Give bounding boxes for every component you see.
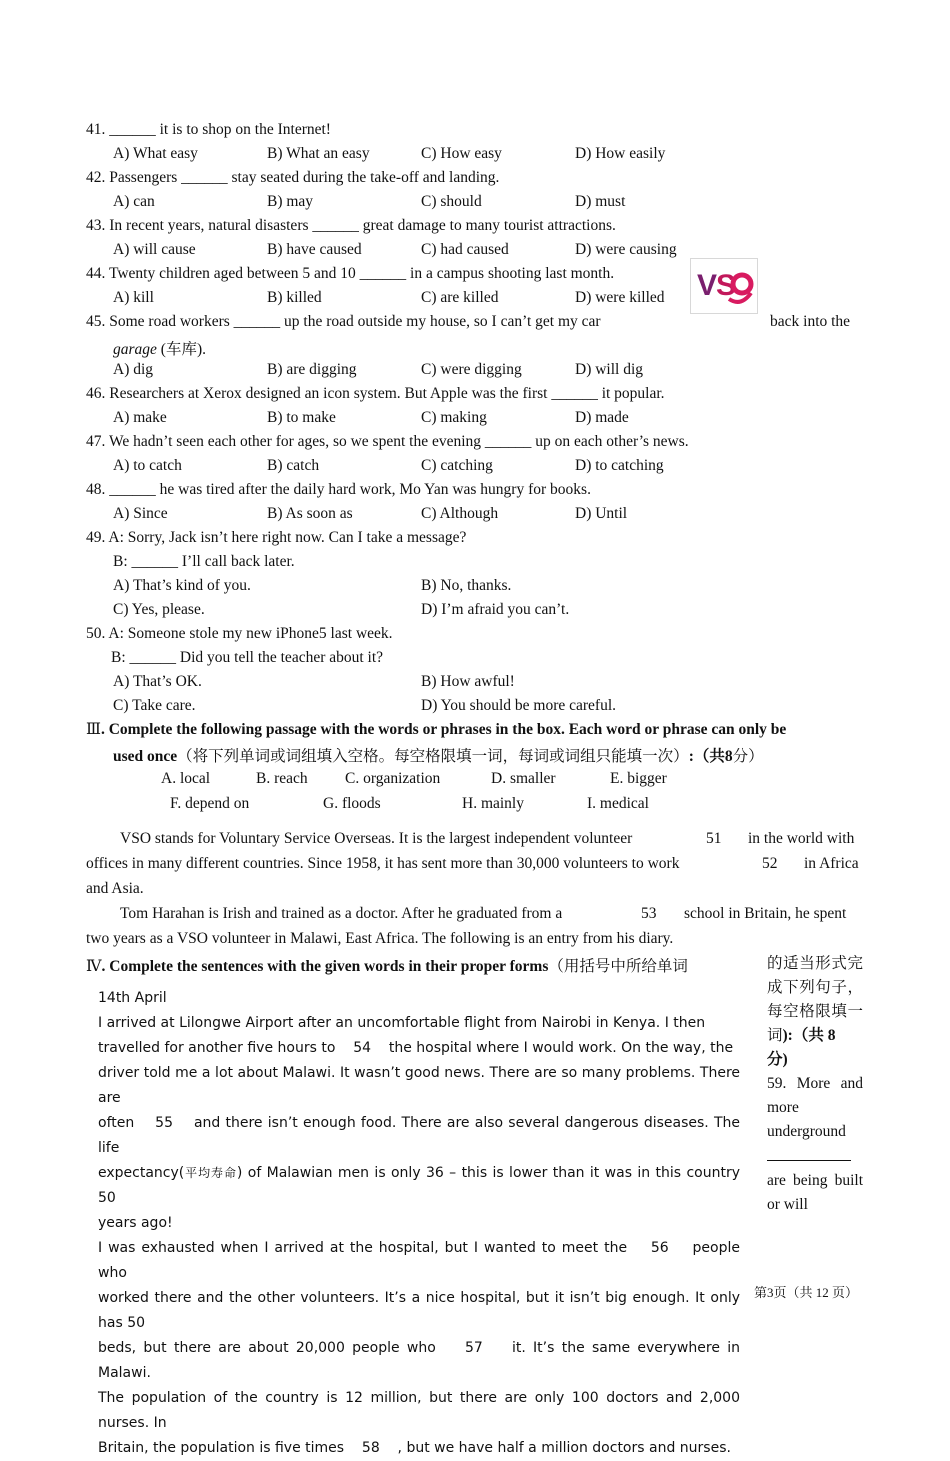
q43-option-b: B) have caused: [267, 241, 362, 258]
q41-option-c: C) How easy: [421, 145, 502, 162]
q46-option-c: C) making: [421, 409, 487, 426]
q50-option-d: D) You should be more careful.: [421, 697, 617, 714]
passage-line-2a: offices in many different countries. Since 1958, it has sent more than 30,000 volunteers to work: [86, 855, 680, 872]
garage-cn: (车库).: [160, 341, 206, 358]
word-box-i: I. medical: [587, 795, 649, 812]
section-4-points: 8: [827, 1027, 836, 1044]
section-3-points: 8: [724, 748, 733, 765]
q48-option-d: D) Until: [575, 505, 628, 522]
blank-54: 54: [353, 1040, 372, 1056]
word-box-d: D. smaller: [491, 770, 556, 787]
blank-52: 52: [762, 855, 778, 872]
passage-line-3: and Asia.: [86, 880, 144, 897]
q47-option-c: C) catching: [421, 457, 493, 474]
q49-option-b: B) No, thanks.: [421, 577, 512, 594]
q44-option-b: B) killed: [267, 289, 322, 306]
diary-entry: [98, 986, 740, 1461]
question-45-stem-end: back into the: [770, 313, 851, 330]
q44-option-d: D) were killed: [575, 289, 665, 306]
q42-option-a: A) can: [113, 193, 155, 210]
q49-option-c: C) Yes, please.: [113, 601, 205, 618]
q45-option-c: C) were digging: [421, 361, 522, 378]
q48-option-a: A) Since: [113, 505, 168, 522]
diary-line: I was exhausted when I arrived at the hospital, but I wanted to meet the 56 people who: [98, 1240, 740, 1281]
question-48-stem: 48. ______ he was tired after the daily hard work, Mo Yan was hungry for books.: [86, 481, 591, 498]
question-45-stem: 45. Some road workers ______ up the road outside my house, so I can’t get my car: [86, 313, 601, 330]
passage-line-1a: VSO stands for Voluntary Service Overseas. It is the largest independent volunteer: [120, 830, 633, 847]
question-45-stem-line2: [113, 337, 206, 359]
word-box-f: F. depend on: [170, 795, 250, 812]
blank-55: 55: [155, 1115, 173, 1131]
diary-line: driver told me a lot about Malawi. It wasn’t good news. There are so many problems. There are: [98, 1065, 740, 1106]
blank-51: 51: [706, 830, 722, 847]
section-4-instruction-cn: 的适当形式完成下列句子，每空格限填一词: [767, 955, 863, 1044]
section-4-points-unit: 分): [767, 1051, 788, 1068]
passage-line-4a: Tom Harahan is Irish and trained as a doctor. After he graduated from a: [120, 905, 563, 922]
diary-line: I arrived at Lilongwe Airport after an uncomfortable flight from Nairobi in Kenya. I then: [98, 1015, 706, 1031]
q43-option-d: D) were causing: [575, 241, 677, 258]
question-59-stem: 59. More and more underground: [767, 1075, 863, 1140]
q45-option-a: A) dig: [113, 361, 154, 378]
section-4-title-text: . Complete the sentences with the given words in their proper forms: [101, 958, 549, 975]
q49-option-a: A) That’s kind of you.: [113, 577, 251, 594]
q42-option-c: C) should: [421, 193, 482, 210]
q47-option-b: B) catch: [267, 457, 320, 474]
diary-line: worked there and the other volunteers. It’s a nice hospital, but it isn’t big enough. It only has 50: [98, 1290, 740, 1331]
word-box-c: C. organization: [345, 770, 441, 787]
diary-line: The population of the country is 12 million, but there are only 100 doctors and 2,000 nurses. In: [98, 1390, 740, 1431]
q45-option-b: B) are digging: [267, 361, 357, 378]
diary-line: often 55 and there isn’t enough food. There are also several dangerous diseases. The life: [98, 1115, 740, 1156]
blank-57: 57: [464, 1340, 483, 1356]
q47-option-a: A) to catch: [113, 457, 182, 474]
section-3-points-unit: 分）: [732, 748, 764, 765]
q42-option-b: B) may: [267, 193, 314, 210]
q46-option-b: B) to make: [267, 409, 336, 426]
q48-option-c: C) Although: [421, 505, 499, 522]
vso-logo: [690, 258, 758, 314]
q45-option-d: D) will dig: [575, 361, 644, 378]
blank-58: 58: [361, 1440, 380, 1456]
q49-option-d: D) I’m afraid you can’t.: [421, 601, 570, 618]
q50-option-b: B) How awful!: [421, 673, 515, 690]
diary-line: Britain, the population is five times 58 , but we have half a million doctors and nurses.: [98, 1440, 731, 1456]
passage-line-4b: school in Britain, he spent: [684, 905, 847, 922]
question-46-stem: 46. Researchers at Xerox designed an icon system. But Apple was the first ______ it popular.: [86, 385, 665, 402]
section-3-instruction-cn: （将下列单词或词组填入空格。每空格限填一词，每词或词组只能填一次）: [177, 748, 689, 765]
passage-line-1b: in the world with: [748, 830, 855, 847]
word-box-h: H. mainly: [462, 795, 524, 812]
logo-letter-v: V: [697, 269, 718, 302]
q47-option-d: D) to catching: [575, 457, 664, 474]
q50-option-a: A) That’s OK.: [113, 673, 202, 690]
q43-option-c: C) had caused: [421, 241, 509, 258]
section-4-side-column: [767, 952, 863, 1217]
diary-line: travelled for another five hours to 54 the hospital where I would work. On the way, the: [98, 1040, 734, 1056]
diary-line: beds, but there are about 20,000 people who 57 it. It’s the same everywhere in Malawi.: [98, 1340, 740, 1381]
question-42-stem: 42. Passengers ______ stay seated during the take-off and landing.: [86, 169, 500, 186]
section-3-used-once: used once: [113, 748, 178, 765]
passage-line-2b: in Africa: [804, 855, 859, 872]
question-50-stem: 50. A: Someone stole my new iPhone5 last week.: [86, 625, 393, 642]
blank-53: 53: [641, 905, 657, 922]
word-box-e: E. bigger: [610, 770, 667, 787]
q43-option-a: A) will cause: [113, 241, 196, 258]
question-49-stem: 49. A: Sorry, Jack isn’t here right now. Can I take a message?: [86, 529, 467, 546]
garage-word: garage: [113, 341, 157, 358]
section-4-title-cn: （用括号中所给单词: [548, 958, 688, 975]
word-box-a: A. local: [161, 770, 211, 787]
q41-option-b: B) What an easy: [267, 145, 370, 162]
q50-option-c: C) Take care.: [113, 697, 196, 714]
section-3-points-label: :（共: [688, 748, 725, 765]
question-49-line2: B: ______ I’ll call back later.: [113, 553, 295, 570]
section-3-title-text: . Complete the following passage with the words or phrases in the box. Each word or phrase can only be: [100, 721, 787, 738]
blank-56: 56: [650, 1240, 669, 1256]
word-box-g: G. floods: [323, 795, 381, 812]
q44-option-a: A) kill: [113, 289, 154, 306]
q48-option-b: B) As soon as: [267, 505, 353, 522]
section-4-title: [86, 954, 688, 976]
section-4-numeral: Ⅳ: [86, 958, 102, 975]
diary-line: expectancy(平均寿命) of Malawian men is only 36 – this is lower than it was in this country 50: [98, 1165, 740, 1206]
question-44-stem: 44. Twenty children aged between 5 and 10 ______ in a campus shooting last month.: [86, 265, 615, 282]
question-59-blank: [767, 1144, 851, 1161]
passage-line-5: two years as a VSO volunteer in Malawi, East Africa. The following is an entry from his diary.: [86, 930, 674, 947]
question-50-line2: B: ______ Did you tell the teacher about it?: [111, 649, 384, 666]
section-3-title: [86, 720, 786, 739]
q42-option-d: D) must: [575, 193, 626, 210]
q41-option-a: A) What easy: [113, 145, 198, 162]
question-59-stem-cont: are being built or will: [767, 1172, 863, 1213]
question-43-stem: 43. In recent years, natural disasters ______ great damage to many tourist attractions.: [86, 217, 616, 234]
section-4-points-label: ):（共: [782, 1027, 824, 1044]
section-3-title-line2: [113, 744, 764, 766]
q46-option-d: D) made: [575, 409, 629, 426]
section-3-numeral: Ⅲ: [86, 721, 101, 738]
page-number: 第3页（共 12 页）: [754, 1285, 859, 1300]
q41-option-d: D) How easily: [575, 145, 666, 162]
logo-letter-s: S: [716, 269, 737, 302]
q46-option-a: A) make: [113, 409, 167, 426]
q44-option-c: C) are killed: [421, 289, 499, 306]
word-box-b: B. reach: [256, 770, 308, 787]
diary-date: 14th April: [98, 990, 167, 1006]
diary-line: years ago!: [98, 1215, 173, 1231]
question-41-stem: 41. ______ it is to shop on the Internet!: [86, 121, 331, 138]
question-47-stem: 47. We hadn’t seen each other for ages, so we spent the evening ______ up on each other’s news.: [86, 433, 689, 450]
